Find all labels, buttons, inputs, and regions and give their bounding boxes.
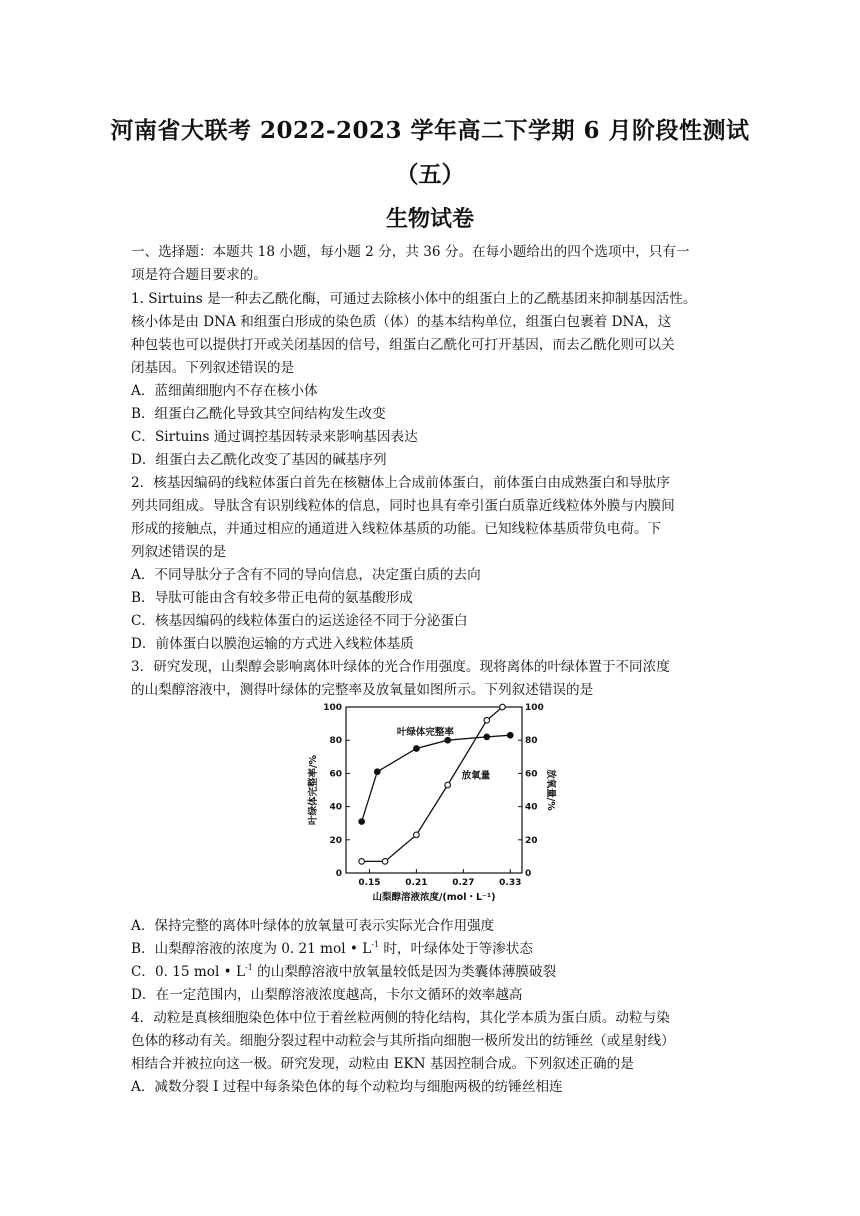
q2-option-b: B．导肽可能由含有较多带正电荷的氨基酸形成 xyxy=(131,590,413,606)
x-tick-label: 0.33 xyxy=(499,878,522,888)
y-tick-label-right: 60 xyxy=(525,769,538,780)
section-intro-line-1: 一、选择题：本题共 18 小题，每小题 2 分，共 36 分。在每小题给出的四个选项中，只有一 xyxy=(131,244,690,260)
q2-stem-line-4: 列叙述错误的是 xyxy=(131,544,227,560)
q3-option-c-text: C．0. 15 mol • L xyxy=(131,964,246,980)
q3-option-d: D．在一定范围内，山梨醇溶液浓度越高，卡尔文循环的效率越高 xyxy=(131,987,523,1003)
q3-option-b-text-end: 时，叶绿体处于等渗状态 xyxy=(379,941,533,957)
y-tick-label-right: 100 xyxy=(525,703,544,713)
q3-option-c-sup: -1 xyxy=(245,963,253,972)
integrity-point xyxy=(414,746,420,752)
q1-stem-line-2: 核小体是由 DNA 和组蛋白形成的染色质（体）的基本结构单位，组蛋白包裹着 DNA，这 xyxy=(131,314,672,330)
q3-option-b-sup: -1 xyxy=(371,940,380,949)
q1-option-b: B．组蛋白乙酰化导致其空间结构发生改变 xyxy=(131,406,386,422)
q1-stem-line-4: 闭基因。下列叙述错误的是 xyxy=(131,360,295,376)
oxygen-point xyxy=(359,859,365,865)
integrity-point xyxy=(359,819,365,825)
q2-stem-line-2: 列共同组成。导肽含有识别线粒体的信息，同时也具有牵引蛋白质靠近线粒体外膜与内膜间 xyxy=(131,498,675,514)
oxygen-point xyxy=(484,717,490,723)
y-tick-label-right: 40 xyxy=(525,802,538,813)
y-tick-label-left: 20 xyxy=(329,835,342,846)
oxygen-point xyxy=(445,782,451,788)
y-tick-label-left: 0 xyxy=(335,869,342,879)
y-tick-label-right: 0 xyxy=(525,869,532,879)
x-tick-label: 0.21 xyxy=(405,878,428,888)
q2-stem-line-1: 2．核基因编码的线粒体蛋白首先在核糖体上合成前体蛋白，前体蛋白由成熟蛋白和导肽序 xyxy=(131,475,670,491)
section-intro-line-2: 项是符合题目要求的。 xyxy=(131,267,267,283)
q4-stem-line-3: 相结合并被拉向这一极。研究发现，动粒由 EKN 基因控制合成。下列叙述正确的是 xyxy=(131,1056,634,1072)
y-tick-label-left: 100 xyxy=(323,703,342,713)
q3-option-c xyxy=(131,962,556,982)
q3-chart xyxy=(300,697,560,907)
integrity-point xyxy=(445,737,451,743)
y-tick-label-left: 80 xyxy=(329,736,342,747)
q3-option-b-text: B．山梨醇溶液的浓度为 0. 21 mol • L xyxy=(131,941,372,957)
oxygen-point xyxy=(500,704,506,710)
q1-option-d: D．组蛋白去乙酰化改变了基因的碱基序列 xyxy=(131,452,387,468)
q4-stem-line-2: 色体的移动有关。细胞分裂过程中动粒会与其所指向细胞一极所发出的纺锤丝（或星射线） xyxy=(131,1033,675,1049)
q1-option-a: A．蓝细菌细胞内不存在核小体 xyxy=(131,383,318,399)
exam-subject: 生物试卷 xyxy=(385,206,474,232)
q4-option-a: A．减数分裂 I 过程中每条染色体的每个动粒均与细胞两极的纺锤丝相连 xyxy=(131,1079,563,1095)
q3-stem-line-2: 的山梨醇溶液中，测得叶绿体的完整率及放氧量如图所示。下列叙述错误的是 xyxy=(131,682,594,698)
q2-option-d: D．前体蛋白以膜泡运输的方式进入线粒体基质 xyxy=(131,636,414,652)
exam-title-number: （五） xyxy=(395,161,465,188)
integrity-point xyxy=(507,732,513,738)
q4-stem-line-1: 4．动粒是真核细胞染色体中位于着丝粒两侧的特化结构，其化学本质为蛋白质。动粒与染 xyxy=(131,1010,670,1026)
oxygen-point xyxy=(382,859,388,865)
q1-stem-line-1: 1. Sirtuins 是一种去乙酰化酶，可通过去除核小体中的组蛋白上的乙酰基团来抑制基因活性。 xyxy=(131,291,697,307)
oxygen-point xyxy=(414,832,420,838)
series-label-oxygen: 放氧量 xyxy=(461,770,491,782)
q2-option-c: C．核基因编码的线粒体蛋白的运送途径不同于分泌蛋白 xyxy=(131,613,468,629)
x-tick-label: 0.15 xyxy=(358,878,381,888)
q2-option-a: A．不同导肽分子含有不同的导向信息，决定蛋白质的去向 xyxy=(131,567,481,583)
y-axis-label-right: 放氧量/% xyxy=(545,769,556,811)
y-tick-label-left: 40 xyxy=(329,802,342,813)
y-tick-label-right: 80 xyxy=(525,736,538,747)
y-tick-label-right: 20 xyxy=(525,835,538,846)
y-tick-label-left: 60 xyxy=(329,769,342,780)
q3-option-b xyxy=(131,939,533,959)
exam-title: 河南省大联考 2022-2023 学年高二下学期 6 月阶段性测试 xyxy=(110,117,750,144)
q1-stem-line-3: 种包装也可以提供打开或关闭基因的信号，组蛋白乙酰化可打开基因，而去乙酰化则可以关 xyxy=(131,337,675,353)
integrity-point xyxy=(484,734,490,740)
q3-option-a: A．保持完整的离体叶绿体的放氧量可表示实际光合作用强度 xyxy=(131,918,495,934)
integrity-point xyxy=(374,769,380,775)
x-axis-label: 山梨醇溶液浓度/(mol・L⁻¹) xyxy=(372,892,496,903)
q1-option-c: C．Sirtuins 通过调控基因转录来影响基因表达 xyxy=(131,429,418,445)
y-axis-label-left: 叶绿体完整率/% xyxy=(308,755,319,825)
chromatid-oxygen-chart xyxy=(300,697,560,907)
q3-option-c-text-end: 的山梨醇溶液中放氧量较低是因为类囊体薄膜破裂 xyxy=(252,964,557,980)
series-label-integrity: 叶绿体完整率 xyxy=(396,727,454,739)
x-tick-label: 0.27 xyxy=(452,878,475,888)
q3-stem-line-1: 3．研究发现，山梨醇会影响离体叶绿体的光合作用强度。现将离体的叶绿体置于不同浓度 xyxy=(131,659,670,675)
q2-stem-line-3: 形成的接触点，并通过相应的通道进入线粒体基质的功能。已知线粒体基质带负电荷。下 xyxy=(131,521,662,537)
